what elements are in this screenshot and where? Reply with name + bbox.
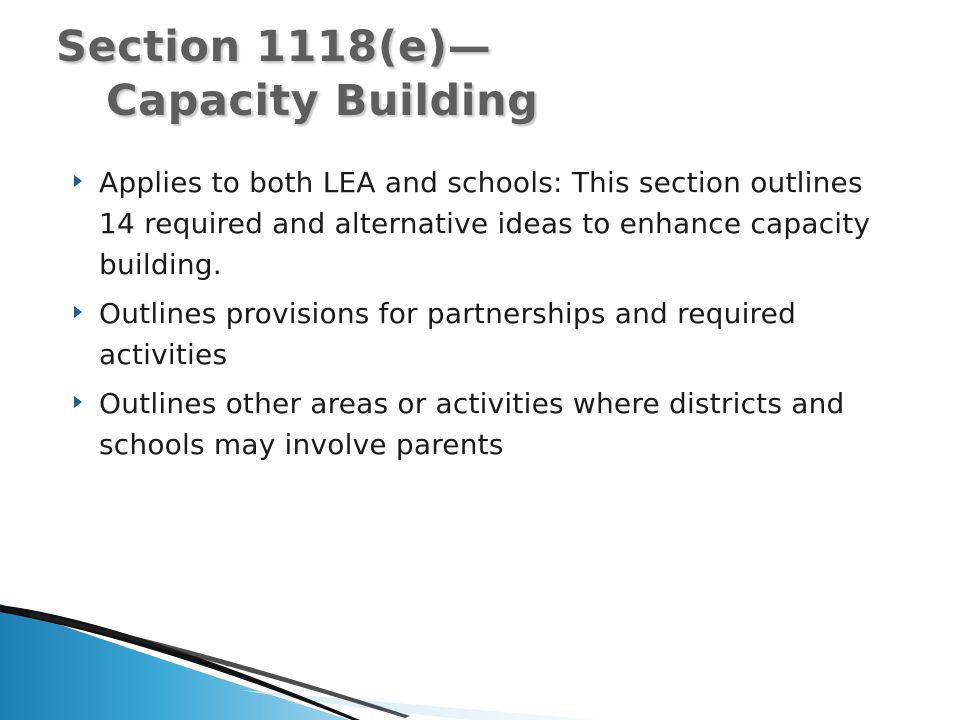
title-line-1: Section 1118(e)—: [56, 22, 492, 72]
bullet-text: Outlines provisions for partnerships and required activities: [99, 297, 797, 371]
bullet-text: Applies to both LEA and schools: This section outlines 14 required and alternative ideas to enhance capacity building.: [99, 166, 871, 281]
bullet-text: Outlines other areas or activities where districts and schools may involve parents: [99, 387, 845, 461]
title-line-2: Capacity Building: [106, 76, 539, 126]
